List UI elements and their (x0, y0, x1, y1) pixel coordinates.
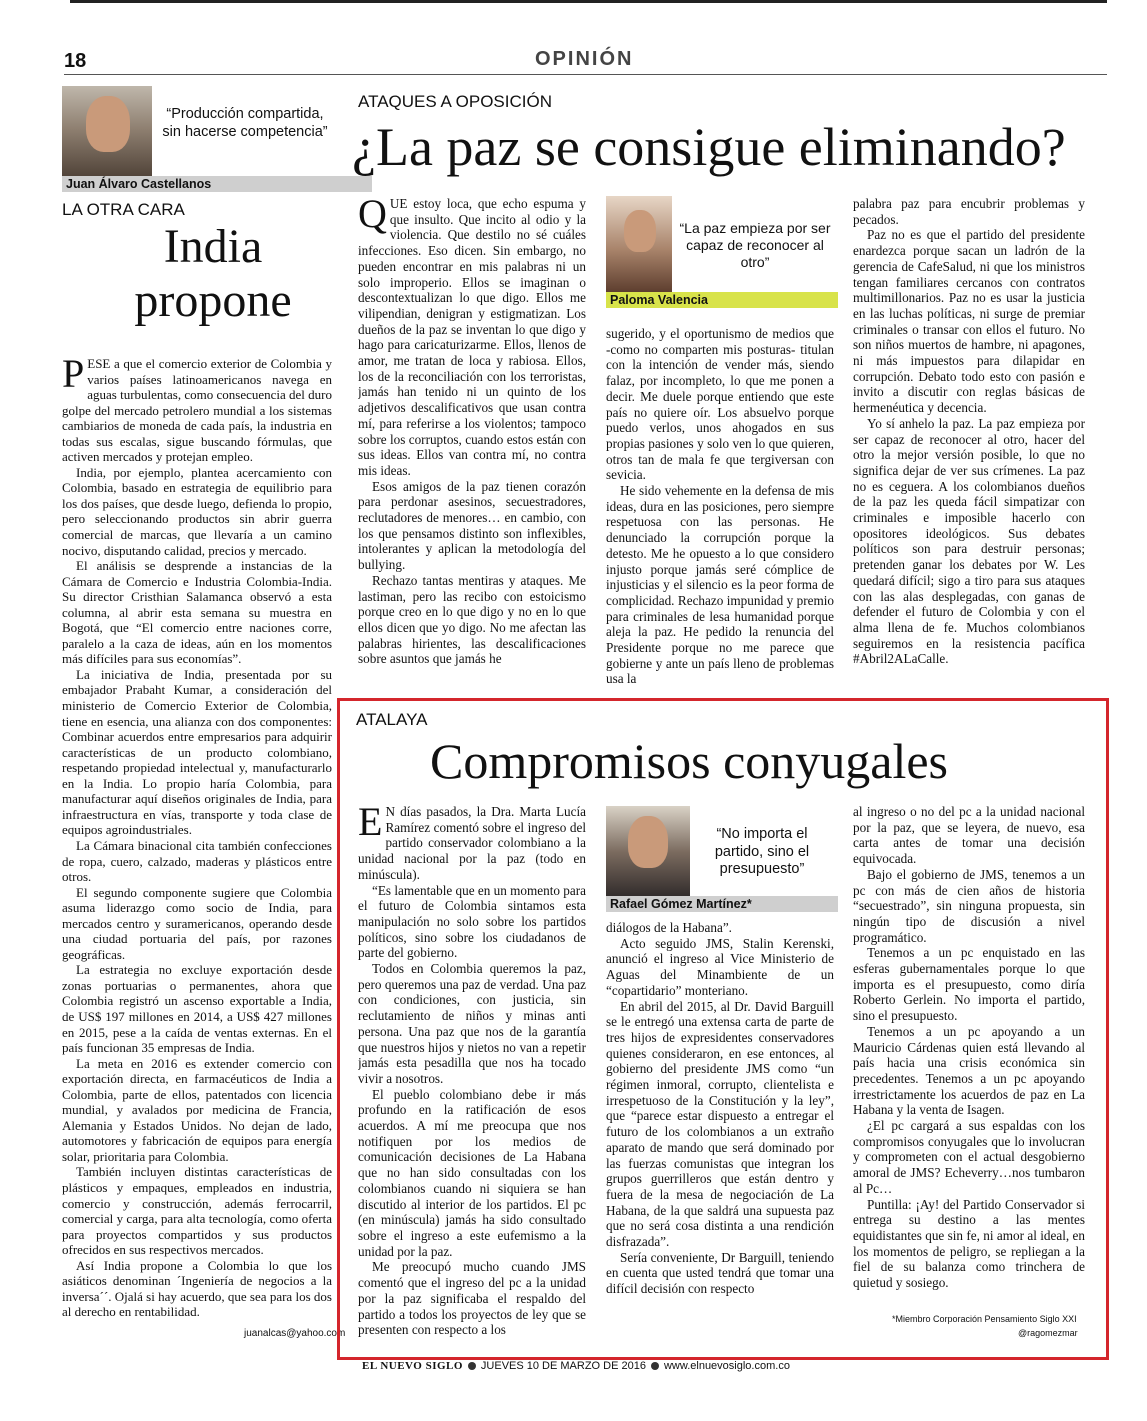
left-headline (62, 220, 364, 328)
paragraph: palabra paz para encubrir problemas y pecados. (853, 196, 1085, 227)
top-col-1 (358, 196, 586, 686)
left-headline-line1: India (163, 220, 263, 273)
bottom-headline: Compromisos conyugales (430, 733, 949, 789)
author-photo-gomez (606, 806, 690, 898)
drop-cap: E (358, 804, 383, 844)
bullet-icon (468, 1362, 476, 1370)
paragraph: En abril del 2015, al Dr. David Barguill se le entregó una extensa carta de parte de tres hijos de expresidentes conservadores quienes consideraron, en ese entonces, al gobierno del presidente JMS como “un régimen inmoral, corrupto, clientelista e irrespetuoso de la Constitución y la ley”, que “parece estar dispuesto a entregar el futuro de los colombianos a un extraño aparato de mando que será dominado por las fuerzas comunistas que integran los grupos guerrilleros que están dentro y fuera de la mesa de negociación de La Habana, de la que saldrá una supuesta paz que no será cosa distinta a una rendición disfrazada”. (606, 998, 834, 1250)
paragraph: Así India propone a Colombia lo que los asiáticos denominan ´Ingeniería de negocios a la inversa´´. Ojalá si hay acuerdo, que sea para los dos al derecho en rentabilidad. (62, 1257, 332, 1320)
author-photo-castellanos (62, 86, 152, 182)
paragraph: El análisis se desprende a instancias de la Cámara de Comercio e Industria Colombia-India. Su director Cristhian Salamanca observó a esta columna, al abrir esta semana su muestra en Bogotá, que “El comercio entre naciones corre, paralelo a la caza de ideas, aún en los momentos más difíciles para sus economías”. (62, 558, 332, 667)
paragraph: También incluyen distintas características de plásticos y empaques, empleados en industria, comercio y construcción, además ferrocarril, comercial y carga, para alta tecnología, como oferta para proyectos compartidos y sus productos ofrecidos en sus respectivos mercados. (62, 1164, 332, 1258)
author-name-valencia: Paloma Valencia (606, 292, 838, 308)
top-kicker: ATAQUES A OPOSICIÓN (358, 92, 552, 111)
paragraph: sugerido, y el oportunismo de medios que -como no comparten mis posturas- titulan con la intención de vender más, siendo falaz, por incompleto, lo que me ponen a decir. Me duele porque entiendo que este país no quiere oír. Los absuelvo porque puedo verlos, unos ahogados en sus propias pasiones y solo ven lo que quieren, otros tan de mala fe que tergiversan con sevicia. (606, 326, 834, 483)
bottom-pull-quote: “No importa el partido, sino el presupuesto” (714, 826, 810, 877)
section-title: OPINIÓN (535, 48, 634, 70)
page-number: 18 (64, 50, 87, 72)
bottom-kicker: ATALAYA (356, 710, 428, 729)
paragraph: Sería conveniente, Dr Barguill, teniendo en cuenta que usted tendrá que tomar una difícil decisión con respecto (606, 1249, 834, 1297)
author-twitter: @ragomezmar (1018, 1328, 1078, 1338)
bottom-col-1 (358, 804, 586, 1344)
paragraph: Todos en Colombia queremos la paz, pero queremos una paz de verdad. Una paz con condiciones, con justicia, sin reclutamiento de niños y minas anti persona. Una paz que nos de la garantía que nuestros hijos y nietos no van a repetir jamás esta pesadilla que nos ha tocado vivir a nosotros. (358, 961, 586, 1086)
paragraph: La Cámara binacional cita también confecciones de ropa, cuero, calzado, maderas y plásticos entre otros. (62, 837, 332, 885)
paragraph: diálogos de la Habana”. (606, 920, 732, 935)
paragraph: La iniciativa de India, presentada por su embajador Prabaht Kumar, a consideración del ministerio de Comercio Exterior de Colombia, tiene en esencia, una alianza con dos componentes: Combinar acuerdos entre empresarios para adquirir características de un producto colombiano, respetando propiedad intelectual y, manufacturarlo en la India. Lo propio haría Colombia, para manufacturar aquí diseños originales de India, para infraestructura en vías, transporte y toda clase de equipos agroindustriales. (62, 666, 332, 838)
bottom-col-2 (606, 920, 834, 1344)
paragraph: UE estoy loca, que echo espuma y que insulto. Que incito al odio y la violencia. Que destilo no sé cuáles infecciones. Eso dicen. Sin embargo, no pueden encontrar en mis palabras ni un solo improperio. Ellos se imaginan o descontextualizan lo que digo. Ellos me vilipendian, denigran y estigmatizan. Los dueños de la paz se inventan lo que digo y hago para caricaturizarme. Ellos, llenos de amor, me tratan de loca y rabiosa. Ellos, los de la reconciliación con los terroristas, jamás han tenido ni un quinto de los adjetivos descalificativos que usan contra mí, para referirse a los violentos; tampoco sobre los corruptos, cuando estos están con sus ideas. Ellos van contra mí, no contra mis ideas. (358, 196, 586, 478)
top-col-3 (853, 196, 1085, 686)
paragraph: N días pasados, la Dra. Marta Lucía Ramírez comentó sobre el ingreso del partido conservador colombiano a la unidad nacional por la paz (todo en minúscula). (358, 804, 586, 882)
top-pull-quote: “La paz empieza por ser capaz de reconocer al otro” (679, 220, 831, 270)
author-footnote: *Miembro Corporación Pensamiento Siglo XXI (892, 1314, 1077, 1324)
top-rule (70, 0, 1107, 3)
author-name-gomez: Rafael Gómez Martínez* (606, 896, 838, 912)
paragraph: ESE a que el comercio exterior de Colombia y varios países latinoamericanos navega en aguas turbulentas, como consecuencia del duro golpe del mercado petrolero mundial a los sistemas cambiarios de moneda de cada país, la industria en todas sus escalas, sigue buscando fórmulas, que activen mercados y protejan empleo. (62, 356, 332, 465)
paper-name: EL NUEVO SIGLO (362, 1360, 463, 1372)
author-name-castellanos: Juan Álvaro Castellanos (62, 176, 372, 192)
paragraph: He sido vehemente en la defensa de mis ideas, dura en las posiciones, pero siempre respetuosa con las personas. He denunciado la corrupción porque la detesto. Me he opuesto a lo que considero injusto porque jamás seré cómplice de injusticias y el silencio es la peor forma de complicidad. Rechazo impunidad y premio para criminales de lesa humanidad porque aleja la paz. He pedido la renuncia del Presidente porque no me parece que gobierne y ante un país lleno de problemas usa la (606, 483, 834, 686)
paragraph: Yo sí anhelo la paz. La paz empieza por ser capaz de reconocer al otro, hacer del otro la mejor versión posible, lo que no significa dejar de ver sus crímenes. La paz no es ceguera. A los colombianos dueños de la paz les queda fácil simpatizar con criminales e imposible hacerlo con opositores ideológicos. Sus debates políticos son para destruir personas; pretenden ganar los debates por W. Les quedará difícil; sigo a tiro para sus ataques con las alas desplegadas, con ganas de defender el futuro de Colombia y con el alma llena de fe. Muchos colombianos seguiremos en la resistencia pacífica #Abril2ALaCalle. (853, 415, 1085, 667)
drop-cap: P (62, 356, 85, 396)
paragraph: “Es lamentable que en un momento para el futuro de Colombia sintamos esta manipulación no solo sobre los partidos políticos, sino sobre los ciudadanos de parte del gobierno. (358, 882, 586, 961)
paragraph: Bajo el gobierno de JMS, tenemos a un pc con más de cien años de historia “secuestrado”, sin ninguna propuesta, sin ningún tipo de discusión a nivel programático. (853, 866, 1085, 945)
paragraph: al ingreso o no del pc a la unidad nacional por la paz, que se leyera, de nuevo, esa carta antes de tomar una decisión equivocada. (853, 804, 1085, 867)
left-pull-quote: “Producción compartida, sin hacerse competencia” (162, 106, 328, 140)
paragraph: El segundo componente sugiere que Colombia asuma liderazgo como socio de India, para mercados centro y suramericanos, operando desde una ciudad portuaria del país, por razones geográficas. (62, 884, 332, 962)
paragraph: Tenemos a un pc apoyando a un Mauricio Cárdenas quien está llevando al país hacia una crisis económica sin precedentes. Tenemos a un pc apoyando irrestrictamente los acuerdos de paz en La Habana y la venta de Isagen. (853, 1023, 1085, 1118)
paragraph: La meta en 2016 es extender comercio con exportación directa, en farmacéuticos de India a Colombia, parte de ellos, patentados con licencia mundial, y avalados por medicina de Francia, Alemania y Estados Unidos. No dejan de lado, automotores y fabricación de equipos para energía solar, prioritaria para Colombia. (62, 1055, 332, 1164)
page-footer (362, 1360, 790, 1372)
author-email: juanalcas@yahoo.com (244, 1328, 346, 1339)
bullet-icon (651, 1362, 659, 1370)
paragraph: ¿El pc cargará a sus espaldas con los compromisos conyugales que lo involucran y comprometen con el actual desgobierno amoral de JMS? Echeverry…nos tumbaron al Pc… (853, 1118, 1085, 1196)
left-headline-line2: propone (134, 274, 292, 327)
left-kicker: LA OTRA CARA (62, 200, 185, 219)
paragraph: Rechazo tantas mentiras y ataques. Me lastiman, pero las recibo con estoicismo porque creo en lo que digo y no en lo que ellos dicen que yo digo. No me afectan las palabras hirientes, las descalificaciones sobre asuntos que jamás he (358, 572, 586, 667)
drop-cap: Q (358, 196, 387, 236)
bottom-col-3 (853, 804, 1085, 1312)
paragraph: Paz no es que el partido del presidente enardezca porque sacan un ladrón de la gerencia de CafeSalud, ni que los ministros tengan familiares cercanos con contratos multimillonarios. Paz no es usar la justicia en las luchas políticas, ni surge de premiar criminales o transar con ellos el futuro. No son niños muertos de hambre, ni apagones, ni más impuestos para dilapidar en corrupción. Debato todo esto con pasión e invito a discutir con reglas básicas de hermenéutica y decencia. (853, 227, 1085, 416)
paragraph: Me preocupó mucho cuando JMS comentó que el ingreso del pc a la unidad por la paz significaba el respaldo del partido a todos los proyectos de ley que se presenten con respecto a los (358, 1259, 586, 1338)
paragraph: El pueblo colombiano debe ir más profundo en la ratificación de esos acuerdos. A mí me preocupa que nos notifiquen por los medios de comunicación decisiones de La Habana que no han sido consultadas con los colombianos cuando ni siquiera se han discutido al interior de los partidos. El pc (en minúscula) jamás ha sido consultado sobre el ingreso a este eufemismo a la unidad por la paz. (358, 1086, 586, 1259)
left-column-body (62, 356, 332, 1336)
top-headline: ¿La paz se consigue eliminando? (352, 117, 1066, 177)
paragraph: La estrategia no excluye exportación desde zonas portuarias o permanentes, ahora que Colombia registró un ascenso exportable a India, de US$ 197 millones en 2014, a US$ 427 millones en 2015, pese a la caída de ventas externas. En el país funcionan 35 empresas de India. (62, 962, 332, 1056)
paragraph: Tenemos a un pc enquistado en las esferas gubernamentales porque lo que importa es el presupuesto, como diría Roberto Gerlein. No importa el partido, sino el presupuesto. (853, 945, 1085, 1024)
footer-date: JUEVES 10 DE MARZO DE 2016 (480, 1360, 646, 1372)
paragraph: India, por ejemplo, plantea acercamiento con Colombia, basado en estrategia de equilibrio para los dos países, que desde luego, defienda lo propio, pero seleccionando productos sin abrir guerra comercial de marcas, que llevaría a un camino nocivo, disputando calidad, precios y mercado. (62, 464, 332, 558)
paragraph: Esos amigos de la paz tienen corazón para perdonar asesinos, secuestradores, reclutadores de menores… en cambio, con los que pensamos distinto son inflexibles, intolerantes y aplican la metodología del bullying. (358, 478, 586, 573)
header-rule (64, 74, 1107, 75)
footer-url[interactable]: www.elnuevosiglo.com.co (663, 1360, 790, 1372)
paragraph: Puntilla: ¡Ay! del Partido Conservador si entrega su destino a las mentes equidistantes que sin fe, ni amor al ideal, en los momentos de peligro, se repliegan a la fiel de su balanza como trinchera de quietud y sosiego. (853, 1196, 1085, 1291)
paragraph: Acto seguido JMS, Stalin Kerenski, anunció el ingreso al Vice Ministerio de Aguas del Minambiente de un “copartidario” monteriano. (606, 935, 834, 998)
author-photo-valencia (606, 196, 672, 294)
top-col-2 (606, 326, 834, 686)
